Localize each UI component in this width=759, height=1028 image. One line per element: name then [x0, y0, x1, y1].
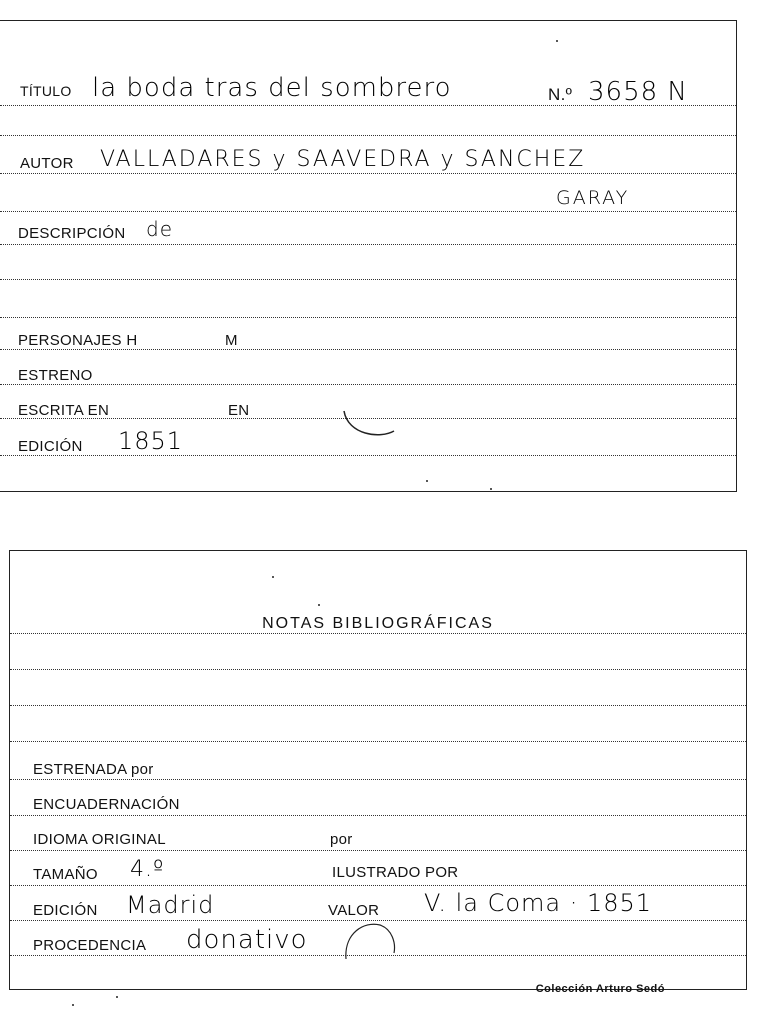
- scan-speck: [426, 480, 428, 482]
- titulo-value: la boda tras del sombrero: [92, 73, 452, 103]
- descripcion-label: DESCRIPCIÓN: [18, 225, 126, 242]
- rule-line: [0, 279, 736, 280]
- numero-value: 3658 N: [588, 77, 688, 107]
- collection-footer: Colección Arturo Sedó: [535, 983, 665, 995]
- scan-speck: [318, 604, 320, 606]
- edicion-label: EDICIÓN: [18, 438, 83, 455]
- tamano-label: TAMAÑO: [33, 866, 98, 883]
- rule-line: [0, 317, 736, 318]
- por-label: por: [330, 831, 353, 848]
- rule-line: [10, 850, 746, 851]
- estreno-label: ESTRENO: [18, 367, 93, 384]
- rule-line: [0, 135, 736, 136]
- autor-value-2: GARAY: [556, 187, 630, 209]
- encuadernacion-label: ENCUADERNACIÓN: [33, 796, 180, 813]
- rule-line: [0, 384, 736, 385]
- personajes-m-label: M: [225, 332, 238, 349]
- valor-label: VALOR: [328, 902, 380, 919]
- procedencia-value: donativo: [186, 925, 308, 955]
- edicion-value: 1851: [118, 427, 184, 455]
- scan-speck: [272, 576, 274, 578]
- numero-label: N.º: [548, 85, 573, 104]
- rule-line: [10, 885, 746, 886]
- punch-hole-mark: [340, 405, 400, 445]
- en-label: EN: [228, 402, 250, 419]
- tamano-value: 4.º: [130, 857, 165, 882]
- rule-line: [10, 705, 746, 706]
- notes-heading: NOTAS BIBLIOGRÁFICAS: [262, 615, 494, 632]
- scan-speck: [556, 40, 558, 42]
- rule-line: [0, 173, 736, 174]
- rule-line: [10, 633, 746, 634]
- rule-line: [10, 779, 746, 780]
- scan-speck: [116, 996, 118, 998]
- autor-label: AUTOR: [20, 155, 74, 172]
- valor-value: V. la Coma · 1851: [424, 889, 653, 917]
- catalog-card-notes: [9, 550, 747, 990]
- edicion-label: EDICIÓN: [33, 902, 98, 919]
- rule-line: [0, 349, 736, 350]
- personajes-h-label: PERSONAJES H: [18, 332, 138, 349]
- rule-line: [10, 741, 746, 742]
- edicion-value: Madrid: [126, 891, 215, 919]
- descripcion-value: de: [146, 217, 173, 241]
- estrenada-label: ESTRENADA por: [33, 761, 154, 778]
- rule-line: [0, 244, 736, 245]
- escrita-label: ESCRITA EN: [18, 402, 110, 419]
- scan-speck: [490, 488, 492, 490]
- procedencia-label: PROCEDENCIA: [33, 937, 147, 954]
- autor-value: VALLADARES y SAAVEDRA y SANCHEZ: [100, 147, 586, 172]
- rule-line: [10, 669, 746, 670]
- rule-line: [10, 815, 746, 816]
- ilustrado-label: ILUSTRADO POR: [332, 864, 459, 881]
- titulo-label: TÍTULO: [20, 83, 72, 99]
- idioma-label: IDIOMA ORIGINAL: [33, 831, 166, 848]
- rule-line: [0, 211, 736, 212]
- rule-line: [0, 455, 736, 456]
- punch-hole-mark: [340, 919, 400, 969]
- catalog-card-main: [0, 20, 737, 492]
- scan-speck: [72, 1004, 74, 1006]
